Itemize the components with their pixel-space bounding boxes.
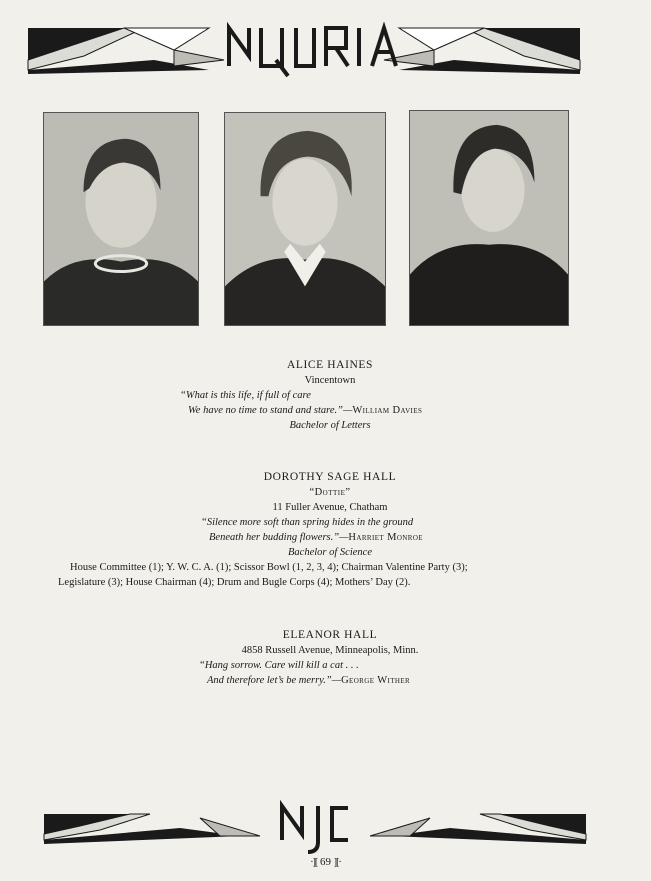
entry-eleanor-hall xyxy=(60,628,600,688)
activities-line-2: Legislature (3); House Chairman (4); Drum and Bugle Corps (4); Mothers’ Day (2). xyxy=(58,577,411,588)
quote-line-2-text: Beneath her budding flowers.”— xyxy=(209,532,349,543)
entry-dorothy-sage-hall xyxy=(60,470,600,590)
quote-line-2 xyxy=(199,673,461,688)
student-location: Vincentown xyxy=(304,375,356,386)
portrait-dorothy-sage-hall xyxy=(224,112,386,326)
student-name: DOROTHY SAGE HALL xyxy=(263,471,397,483)
quote-author: George Wither xyxy=(341,675,411,686)
quote-line-2-text: We have no time to stand and stare.”— xyxy=(188,405,353,416)
page-number-value: 69 xyxy=(320,856,331,868)
page-number xyxy=(0,856,651,868)
quote-author: William Davies xyxy=(352,405,423,416)
student-degree: Bachelor of Science xyxy=(288,547,372,558)
quote-line-1: “Hang sorrow. Care will kill a cat . . . xyxy=(199,660,359,671)
portrait-eleanor-hall xyxy=(409,110,569,326)
quote-line-2 xyxy=(201,530,459,545)
header-banner xyxy=(24,20,584,82)
footer-art-deco-ornament xyxy=(40,796,590,856)
quote-line-1: “Silence more soft than spring hides in the ground xyxy=(201,517,414,528)
student-name: ELEANOR HALL xyxy=(282,629,378,641)
student-nickname: “Dottie” xyxy=(309,487,351,498)
footer-banner xyxy=(40,796,590,856)
quote-author: Harriet Monroe xyxy=(348,532,423,543)
quote-line-1: “What is this life, if full of care xyxy=(180,390,311,401)
page-number-ornament-right: ][· xyxy=(333,857,341,868)
quote-line-2 xyxy=(180,403,480,418)
student-location: 11 Fuller Avenue, Chatham xyxy=(272,502,388,513)
portrait-alice-haines xyxy=(43,112,199,326)
activities-line-1: House Committee (1); Y. W. C. A. (1); Scissor Bowl (1, 2, 3, 4); Chairman Valentine Party (3); xyxy=(70,562,468,573)
student-quote xyxy=(180,388,480,418)
student-degree: Bachelor of Letters xyxy=(289,420,371,431)
student-quote xyxy=(201,515,459,545)
student-quote xyxy=(199,658,461,688)
student-name: ALICE HAINES xyxy=(286,359,374,371)
student-activities xyxy=(58,560,578,590)
student-location: 4858 Russell Avenue, Minneapolis, Minn. xyxy=(241,645,419,656)
page-number-ornament-left: ·][ xyxy=(310,857,318,868)
entry-alice-haines xyxy=(60,358,600,433)
quote-line-2-text: And therefore let’s be merry.”— xyxy=(207,675,342,686)
header-art-deco-ornament xyxy=(24,20,584,82)
